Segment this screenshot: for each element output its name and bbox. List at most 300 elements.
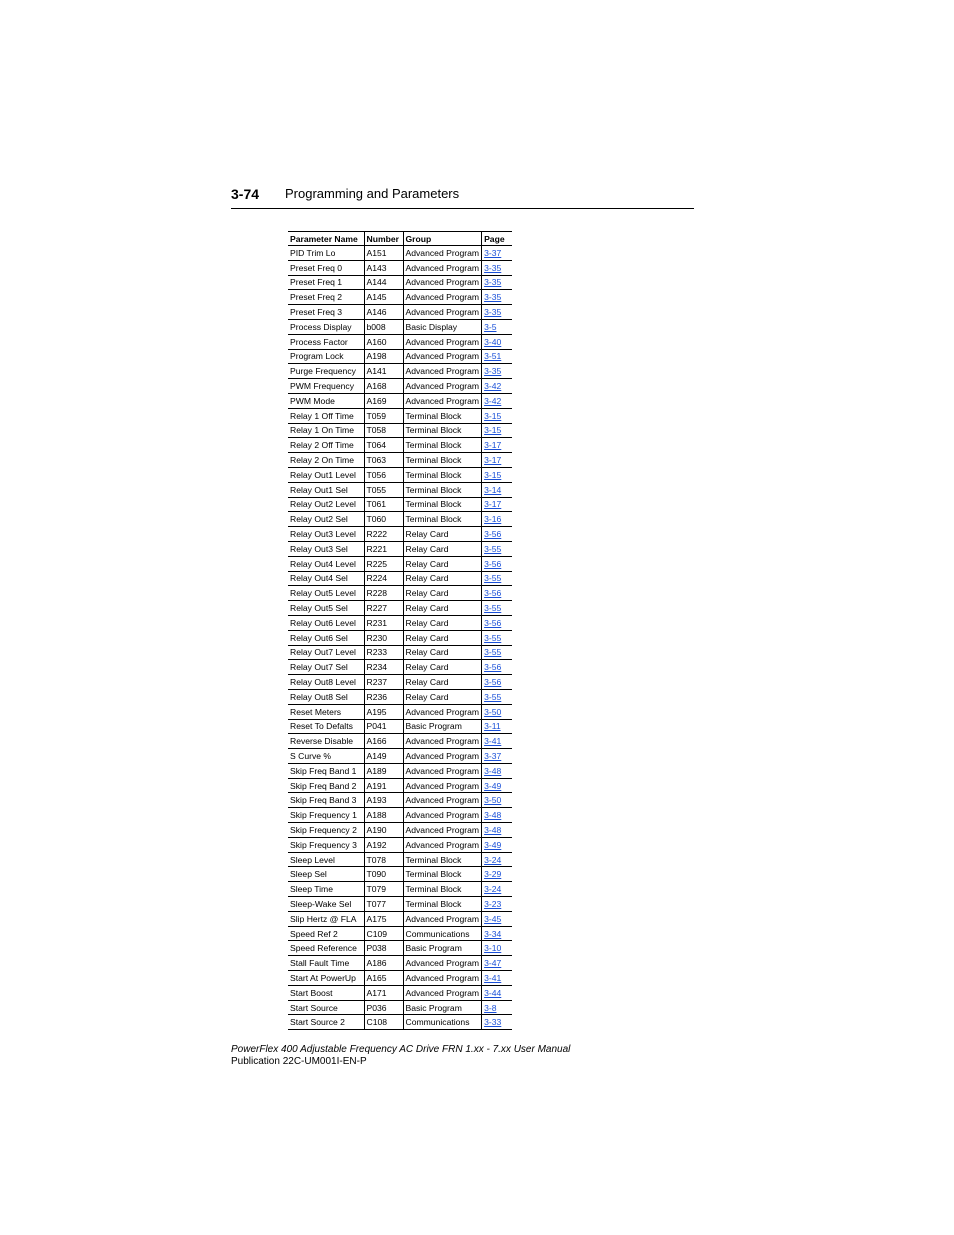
page-link-cell [482, 438, 512, 453]
parameter-name-cell: Skip Freq Band 3 [288, 793, 364, 808]
page-link-cell [482, 837, 512, 852]
page-link-cell [482, 778, 512, 793]
page-link-cell [482, 1015, 512, 1030]
parameter-number-cell: T064 [364, 438, 403, 453]
parameter-group-cell: Terminal Block [403, 882, 482, 897]
page-link[interactable]: 3-51 [484, 351, 502, 362]
parameter-group-cell: Terminal Block [403, 423, 482, 438]
parameter-name-cell: Start Source [288, 1000, 364, 1015]
page-link-cell [482, 379, 512, 394]
page-link[interactable]: 3-29 [484, 869, 502, 880]
parameter-name-cell: Sleep-Wake Sel [288, 897, 364, 912]
parameter-number-cell: A171 [364, 985, 403, 1000]
page-link-cell [482, 556, 512, 571]
page-link-cell [482, 1000, 512, 1015]
parameter-group-cell: Terminal Block [403, 408, 482, 423]
parameter-name-cell: Relay Out1 Level [288, 467, 364, 482]
page-link[interactable]: 3-15 [484, 469, 502, 480]
parameter-group-cell: Terminal Block [403, 497, 482, 512]
parameter-group-cell: Relay Card [403, 586, 482, 601]
column-header-group: Group [403, 232, 482, 246]
page-link[interactable]: 3-14 [484, 484, 502, 495]
page-link[interactable]: 3-41 [484, 736, 502, 747]
table-row [288, 482, 512, 497]
parameter-number-cell: R221 [364, 541, 403, 556]
table-row [288, 527, 512, 542]
page-link[interactable]: 3-11 [484, 721, 501, 732]
page-link[interactable]: 3-8 [484, 1002, 497, 1013]
page-link[interactable]: 3-17 [484, 499, 502, 510]
parameter-number-cell: A151 [364, 246, 403, 261]
parameter-number-cell: A190 [364, 823, 403, 838]
parameter-number-cell: T059 [364, 408, 403, 423]
page-link[interactable]: 3-34 [484, 928, 502, 939]
parameter-name-cell: Relay Out1 Sel [288, 482, 364, 497]
parameter-number-cell: A169 [364, 393, 403, 408]
parameter-group-cell: Relay Card [403, 601, 482, 616]
page-link[interactable]: 3-41 [484, 972, 502, 983]
parameter-group-cell: Advanced Program [403, 704, 482, 719]
page-link-cell [482, 512, 512, 527]
parameter-group-cell: Advanced Program [403, 793, 482, 808]
page-link[interactable]: 3-35 [484, 277, 502, 288]
page-link[interactable]: 3-56 [484, 529, 502, 540]
page-link[interactable]: 3-35 [484, 292, 502, 303]
page-link[interactable]: 3-15 [484, 425, 502, 436]
parameter-number-cell: A160 [364, 334, 403, 349]
parameter-number-cell: T055 [364, 482, 403, 497]
table-row [288, 704, 512, 719]
parameter-number-cell: A192 [364, 837, 403, 852]
parameter-name-cell: Relay Out4 Sel [288, 571, 364, 586]
table-row [288, 882, 512, 897]
parameter-number-cell: A191 [364, 778, 403, 793]
parameter-group-cell: Terminal Block [403, 482, 482, 497]
parameter-name-cell: PWM Frequency [288, 379, 364, 394]
page-link[interactable]: 3-16 [484, 514, 502, 525]
parameter-group-cell: Advanced Program [403, 808, 482, 823]
parameter-number-cell: T078 [364, 852, 403, 867]
parameter-group-cell: Advanced Program [403, 985, 482, 1000]
page-footer [231, 1044, 570, 1068]
table-row [288, 497, 512, 512]
parameter-name-cell: Program Lock [288, 349, 364, 364]
page-link[interactable]: 3-35 [484, 307, 502, 318]
page-link-cell [482, 763, 512, 778]
page-number: 3-74 [231, 186, 260, 202]
page-link[interactable]: 3-49 [484, 839, 502, 850]
parameter-number-cell: T060 [364, 512, 403, 527]
page-link-cell [482, 985, 512, 1000]
page-link-cell [482, 971, 512, 986]
page-link-cell [482, 719, 512, 734]
page-link[interactable]: 3-55 [484, 543, 502, 554]
parameter-group-cell: Advanced Program [403, 956, 482, 971]
parameter-name-cell: Reset To Defalts [288, 719, 364, 734]
parameter-number-cell: R230 [364, 630, 403, 645]
parameter-name-cell: Relay Out5 Sel [288, 601, 364, 616]
parameter-name-cell: Relay Out3 Level [288, 527, 364, 542]
parameter-number-cell: R234 [364, 660, 403, 675]
page-link[interactable]: 3-55 [484, 573, 502, 584]
page-link-cell [482, 793, 512, 808]
parameter-name-cell: Relay Out6 Sel [288, 630, 364, 645]
parameter-number-cell: P038 [364, 941, 403, 956]
table-row [288, 556, 512, 571]
page-link-cell [482, 482, 512, 497]
table-row [288, 719, 512, 734]
parameter-group-cell: Advanced Program [403, 837, 482, 852]
table-row [288, 275, 512, 290]
parameter-number-cell: T090 [364, 867, 403, 882]
table-row [288, 763, 512, 778]
page-link[interactable]: 3-56 [484, 677, 502, 687]
parameter-name-cell: Relay Out4 Level [288, 556, 364, 571]
parameter-number-cell: A198 [364, 349, 403, 364]
parameter-group-cell: Advanced Program [403, 290, 482, 305]
parameter-name-cell: Skip Frequency 2 [288, 823, 364, 838]
page-link[interactable]: 3-55 [484, 647, 502, 658]
page-link[interactable]: 3-24 [484, 854, 502, 865]
table-row [288, 423, 512, 438]
table-row [288, 837, 512, 852]
page-link[interactable]: 3-55 [484, 603, 502, 614]
page-link-cell [482, 541, 512, 556]
table-row [288, 438, 512, 453]
parameter-name-cell: Skip Freq Band 1 [288, 763, 364, 778]
table-row [288, 985, 512, 1000]
parameter-group-cell: Relay Card [403, 571, 482, 586]
page-link[interactable]: 3-24 [484, 884, 502, 895]
page-link-cell [482, 689, 512, 704]
parameter-number-cell: A149 [364, 749, 403, 764]
page-link-cell [482, 630, 512, 645]
page-link-cell [482, 423, 512, 438]
parameter-group-cell: Advanced Program [403, 246, 482, 261]
page-link[interactable]: 3-17 [484, 440, 502, 451]
parameter-name-cell: Skip Freq Band 2 [288, 778, 364, 793]
parameter-name-cell: Relay Out5 Level [288, 586, 364, 601]
parameter-number-cell: A189 [364, 763, 403, 778]
page-link[interactable]: 3-47 [484, 958, 502, 969]
table-row [288, 393, 512, 408]
page-link[interactable]: 3-17 [484, 455, 502, 466]
table-row [288, 867, 512, 882]
parameter-number-cell: T061 [364, 497, 403, 512]
page-link-cell [482, 364, 512, 379]
table-row [288, 971, 512, 986]
parameter-number-cell: R224 [364, 571, 403, 586]
parameter-group-cell: Terminal Block [403, 852, 482, 867]
parameter-name-cell: Relay Out7 Level [288, 645, 364, 660]
table-header-row [288, 232, 512, 246]
page-link-cell [482, 897, 512, 912]
page-link-cell [482, 246, 512, 261]
parameter-number-cell: P041 [364, 719, 403, 734]
column-header-page: Page [482, 232, 512, 246]
page-link-cell [482, 393, 512, 408]
table-row [288, 808, 512, 823]
page-link[interactable]: 3-42 [484, 395, 502, 406]
parameter-group-cell: Communications [403, 926, 482, 941]
page-link[interactable]: 3-45 [484, 913, 502, 924]
parameter-group-cell: Advanced Program [403, 749, 482, 764]
parameter-number-cell: A188 [364, 808, 403, 823]
table-row [288, 778, 512, 793]
parameter-name-cell: Stall Fault Time [288, 956, 364, 971]
parameter-number-cell: A175 [364, 911, 403, 926]
page-link-cell [482, 867, 512, 882]
parameter-number-cell: A144 [364, 275, 403, 290]
table-row [288, 645, 512, 660]
parameter-name-cell: S Curve % [288, 749, 364, 764]
column-header-parameter-name: Parameter Name [288, 232, 364, 246]
parameter-name-cell: Sleep Level [288, 852, 364, 867]
parameter-number-cell: R227 [364, 601, 403, 616]
parameter-name-cell: Relay 2 Off Time [288, 438, 364, 453]
parameter-name-cell: Preset Freq 0 [288, 260, 364, 275]
parameter-name-cell: Relay 2 On Time [288, 453, 364, 468]
parameter-name-cell: PWM Mode [288, 393, 364, 408]
parameter-group-cell: Advanced Program [403, 393, 482, 408]
parameter-name-cell: Speed Ref 2 [288, 926, 364, 941]
parameter-number-cell: R237 [364, 675, 403, 690]
table-row [288, 334, 512, 349]
parameter-number-cell: T063 [364, 453, 403, 468]
table-row [288, 630, 512, 645]
table-row [288, 246, 512, 261]
table-row [288, 615, 512, 630]
table-row [288, 852, 512, 867]
table-row [288, 512, 512, 527]
page-link[interactable]: 3-48 [484, 810, 502, 821]
parameter-number-cell: P036 [364, 1000, 403, 1015]
table-row [288, 734, 512, 749]
page-link[interactable]: 3-23 [484, 898, 502, 909]
page-link-cell [482, 586, 512, 601]
parameter-name-cell: PID Trim Lo [288, 246, 364, 261]
page-link-cell [482, 601, 512, 616]
page-link[interactable]: 3-42 [484, 381, 502, 392]
parameter-group-cell: Communications [403, 1015, 482, 1030]
table-row [288, 675, 512, 690]
page-link[interactable]: 3-56 [484, 617, 502, 628]
parameter-name-cell: Preset Freq 3 [288, 305, 364, 320]
parameter-number-cell: T077 [364, 897, 403, 912]
parameter-number-cell: A143 [364, 260, 403, 275]
parameter-name-cell: Relay Out2 Sel [288, 512, 364, 527]
parameter-group-cell: Terminal Block [403, 438, 482, 453]
parameter-name-cell: Process Factor [288, 334, 364, 349]
parameter-name-cell: Relay Out2 Level [288, 497, 364, 512]
page-link-cell [482, 926, 512, 941]
page-link-cell [482, 453, 512, 468]
parameter-group-cell: Relay Card [403, 630, 482, 645]
table-row [288, 260, 512, 275]
parameter-name-cell: Process Display [288, 319, 364, 334]
parameter-name-cell: Relay Out8 Level [288, 675, 364, 690]
page-link-cell [482, 571, 512, 586]
parameter-group-cell: Advanced Program [403, 734, 482, 749]
parameter-group-cell: Advanced Program [403, 275, 482, 290]
parameter-group-cell: Advanced Program [403, 260, 482, 275]
parameter-group-cell: Advanced Program [403, 778, 482, 793]
parameter-number-cell: C109 [364, 926, 403, 941]
parameter-name-cell: Reverse Disable [288, 734, 364, 749]
parameter-number-cell: T058 [364, 423, 403, 438]
parameter-number-cell: A195 [364, 704, 403, 719]
parameter-number-cell: R228 [364, 586, 403, 601]
parameter-number-cell: b008 [364, 319, 403, 334]
page-link[interactable]: 3-33 [484, 1017, 502, 1028]
parameter-number-cell: C108 [364, 1015, 403, 1030]
table-row [288, 319, 512, 334]
parameter-group-cell: Relay Card [403, 675, 482, 690]
parameter-number-cell: R222 [364, 527, 403, 542]
parameter-number-cell: A165 [364, 971, 403, 986]
parameter-name-cell: Purge Frequency [288, 364, 364, 379]
page-link-cell [482, 275, 512, 290]
parameter-name-cell: Skip Frequency 3 [288, 837, 364, 852]
page-link[interactable]: 3-35 [484, 262, 502, 273]
page-link[interactable]: 3-5 [484, 321, 497, 332]
table-row [288, 793, 512, 808]
parameter-number-cell: A146 [364, 305, 403, 320]
parameter-group-cell: Relay Card [403, 527, 482, 542]
page-link[interactable]: 3-44 [484, 987, 502, 998]
parameter-group-cell: Advanced Program [403, 971, 482, 986]
table-row [288, 349, 512, 364]
parameter-name-cell: Relay Out8 Sel [288, 689, 364, 704]
parameter-number-cell: A193 [364, 793, 403, 808]
page-link-cell [482, 734, 512, 749]
parameter-number-cell: A186 [364, 956, 403, 971]
parameter-group-cell: Basic Program [403, 719, 482, 734]
parameter-group-cell: Advanced Program [403, 349, 482, 364]
page-link[interactable]: 3-37 [484, 247, 502, 258]
table-row [288, 379, 512, 394]
parameter-group-cell: Basic Display [403, 319, 482, 334]
table-row [288, 941, 512, 956]
page-link-cell [482, 675, 512, 690]
page-link[interactable]: 3-48 [484, 824, 502, 835]
table-row [288, 689, 512, 704]
page-link-cell [482, 852, 512, 867]
table-row [288, 911, 512, 926]
table-row [288, 305, 512, 320]
parameter-name-cell: Start At PowerUp [288, 971, 364, 986]
parameter-group-cell: Advanced Program [403, 823, 482, 838]
page-link-cell [482, 408, 512, 423]
parameter-name-cell: Start Source 2 [288, 1015, 364, 1030]
table-row [288, 956, 512, 971]
table-row [288, 467, 512, 482]
page-link[interactable]: 3-40 [484, 336, 502, 347]
parameter-number-cell: R225 [364, 556, 403, 571]
parameter-group-cell: Advanced Program [403, 364, 482, 379]
parameter-name-cell: Skip Frequency 1 [288, 808, 364, 823]
page-link-cell [482, 941, 512, 956]
parameter-group-cell: Advanced Program [403, 305, 482, 320]
parameter-group-cell: Relay Card [403, 615, 482, 630]
parameter-group-cell: Relay Card [403, 660, 482, 675]
parameter-table [288, 231, 512, 1030]
page-link[interactable]: 3-10 [484, 943, 502, 954]
parameter-group-cell: Advanced Program [403, 379, 482, 394]
page-link-cell [482, 334, 512, 349]
page-link[interactable]: 3-56 [484, 588, 502, 599]
page-link[interactable]: 3-56 [484, 662, 502, 673]
parameter-name-cell: Preset Freq 2 [288, 290, 364, 305]
parameter-group-cell: Terminal Block [403, 467, 482, 482]
page-link-cell [482, 704, 512, 719]
page-link-cell [482, 749, 512, 764]
table-row [288, 364, 512, 379]
page-link[interactable]: 3-49 [484, 780, 502, 791]
parameter-number-cell: R236 [364, 689, 403, 704]
page-link[interactable]: 3-15 [484, 410, 502, 421]
parameter-group-cell: Terminal Block [403, 453, 482, 468]
table-row [288, 897, 512, 912]
parameter-name-cell: Start Boost [288, 985, 364, 1000]
page-link-cell [482, 956, 512, 971]
table-row [288, 601, 512, 616]
page-link-cell [482, 911, 512, 926]
parameter-number-cell: A145 [364, 290, 403, 305]
page-link[interactable]: 3-55 [484, 691, 502, 702]
parameter-number-cell: A141 [364, 364, 403, 379]
page-link[interactable]: 3-37 [484, 750, 502, 761]
page-link-cell [482, 615, 512, 630]
parameter-name-cell: Preset Freq 1 [288, 275, 364, 290]
page-link[interactable]: 3-50 [484, 795, 502, 806]
page-link-cell [482, 290, 512, 305]
parameter-name-cell: Sleep Time [288, 882, 364, 897]
page-link-cell [482, 660, 512, 675]
page-link[interactable]: 3-48 [484, 765, 502, 776]
page-link[interactable]: 3-35 [484, 366, 502, 377]
parameter-group-cell: Terminal Block [403, 512, 482, 527]
parameter-name-cell: Reset Meters [288, 704, 364, 719]
parameter-name-cell: Relay 1 Off Time [288, 408, 364, 423]
parameter-group-cell: Basic Program [403, 941, 482, 956]
table-row [288, 1000, 512, 1015]
column-header-number: Number [364, 232, 403, 246]
table-body [288, 246, 512, 1030]
page-link-cell [482, 808, 512, 823]
page-link[interactable]: 3-55 [484, 632, 502, 643]
parameter-number-cell: R233 [364, 645, 403, 660]
table-row [288, 290, 512, 305]
table-row [288, 408, 512, 423]
parameter-group-cell: Relay Card [403, 645, 482, 660]
parameter-group-cell: Basic Program [403, 1000, 482, 1015]
table-row [288, 541, 512, 556]
parameter-name-cell: Relay 1 On Time [288, 423, 364, 438]
page-link[interactable]: 3-56 [484, 558, 502, 569]
table-row [288, 926, 512, 941]
table-row [288, 1015, 512, 1030]
parameter-name-cell: Relay Out7 Sel [288, 660, 364, 675]
parameter-group-cell: Relay Card [403, 689, 482, 704]
parameter-name-cell: Speed Reference [288, 941, 364, 956]
table-row [288, 823, 512, 838]
page-link-cell [482, 645, 512, 660]
page-link[interactable]: 3-50 [484, 706, 502, 717]
parameter-group-cell: Advanced Program [403, 763, 482, 778]
publication-number: Publication 22C-UM001I-EN-P [231, 1056, 367, 1067]
parameter-group-cell: Terminal Block [403, 867, 482, 882]
